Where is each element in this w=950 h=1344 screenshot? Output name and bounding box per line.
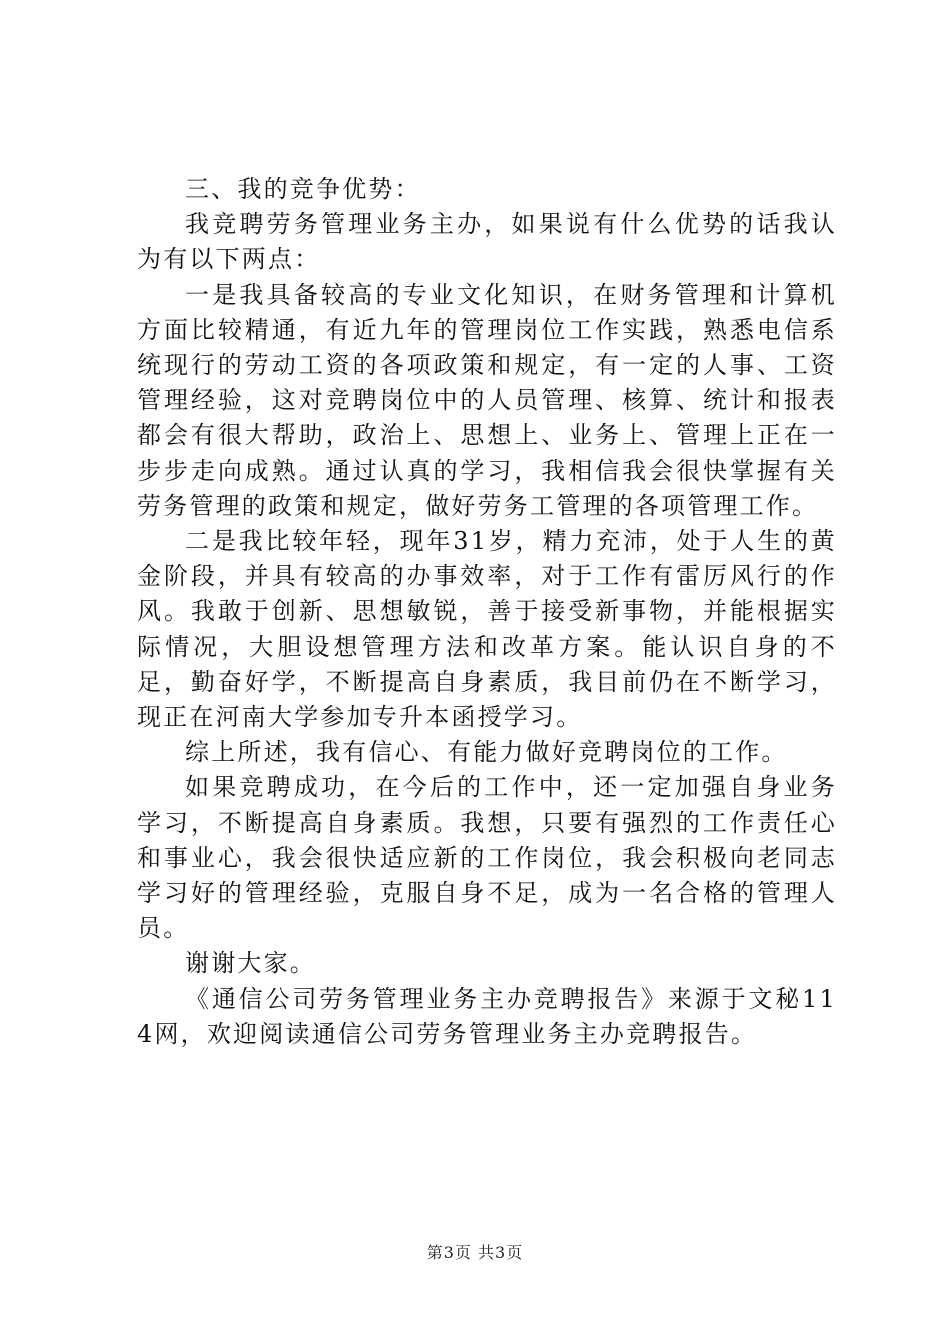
paragraph-source-note: 《通信公司劳务管理业务主办竞聘报告》来源于文秘114网，欢迎阅读通信公司劳务管理业务主办竞聘报告。: [137, 984, 837, 1048]
section-heading: 三、我的竞争优势：: [185, 175, 421, 203]
paragraph-advantage-one: 一是我具备较高的专业文化知识，在财务管理和计算机方面比较精通，有近九年的管理岗位工作实践，熟悉电信系统现行的劳动工资的各项政策和规定，有一定的人事、工资管理经验，这对竞聘岗位中的人员管理、核算、统计和报表都会有很大帮助，政治上、思想上、业务上、管理上正在一步步走向成熟。通过认真的学习，我相信我会很快掌握有关劳务管理的政策和规定，做好劳务工管理的各项管理工作。: [137, 280, 837, 520]
document-body: [137, 172, 837, 1052]
paragraph-commitment: 如果竞聘成功，在今后的工作中，还一定加强自身业务学习，不断提高自身素质。我想，只要有强烈的工作责任心和事业心，我会很快适应新的工作岗位，我会积极向老同志学习好的管理经验，克服自身不足，成为一名合格的管理人员。: [137, 773, 837, 943]
paragraph-intro: 我竞聘劳务管理业务主办，如果说有什么优势的话我认为有以下两点：: [137, 210, 837, 274]
paragraph-summary: 综上所述，我有信心、有能力做好竞聘岗位的工作。: [185, 738, 788, 767]
paragraph-thanks: 谢谢大家。: [185, 949, 316, 978]
paragraph-advantage-two: 二是我比较年轻，现年31岁，精力充沛，处于人生的黄金阶段，并具有较高的办事效率，对于工作有雷厉风行的作风。我敢于创新、思想敏锐，善于接受新事物，并能根据实际情况，大胆设想管理方法和改革方案。能认识自身的不足，勤奋好学，不断提高自身素质，我目前仍在不断学习，现正在河南大学参加专升本函授学习。: [137, 527, 837, 732]
page-number-footer: 第3页 共3页: [426, 1243, 524, 1262]
